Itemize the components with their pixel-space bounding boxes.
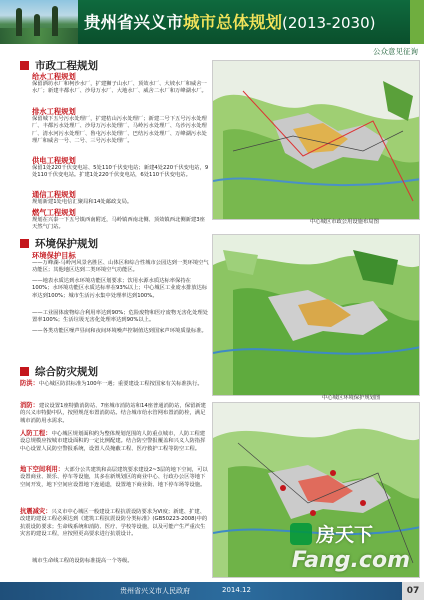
map-environment-graphic [213, 235, 420, 396]
map-environment [212, 234, 420, 396]
text-lifeline: 城市生命线工程的设防标准提高一个等级。 [32, 558, 133, 564]
section-title-municipal [20, 58, 98, 73]
text-underground [20, 466, 210, 489]
heading-env-goals: 环境保护目标 [32, 251, 76, 260]
title-year: (2013-2030) [282, 14, 376, 32]
header-tree-icon [16, 8, 22, 36]
section-title-text: 环境保护规划 [35, 238, 98, 250]
text-flood [20, 380, 210, 388]
heading-flood: 防洪： [20, 380, 39, 387]
section-title-disaster [20, 364, 98, 379]
text-telecom: 规划新建1处电信汇聚局和14处邮政支局。 [32, 199, 133, 205]
heading-telecom: 通信工程规划 [32, 190, 76, 199]
text-underground-body: 大部分公共建筑和高层建筑要求建设2~3层的地下空间，可以设置商业、娱乐、停车等设施，其多在新规划区的商业中心、行政办公区等地下空间开发，地下空间应设置地下连通道，设置地下商业街、地下停车场等设施。 [20, 467, 208, 488]
text-env-waste: ——工业固体废物综合利用率达到90%；危险废物和医疗废物无害化处理处置率100%；生活垃圾无害化处理率达到90%以上。 [32, 310, 208, 324]
map-municipal-facilities [212, 60, 420, 220]
text-flood-body: 中心城区防洪标准为100年一遇；重要建设工程按国家有关标准执行。 [38, 381, 203, 387]
heading-drainage: 排水工程规划 [32, 107, 76, 116]
page-subtitle: 公众意见征询 [373, 47, 418, 56]
section-marker-icon [20, 61, 29, 70]
watermark-en: Fang.com [291, 548, 410, 573]
heading-underground: 地下空间利用： [20, 466, 65, 473]
footer-date: 2014.12 [222, 586, 251, 594]
text-env-water: ——地表水质达到水环境功能区划要求；饮用水源水质达标率保持在100%；水环境功能区水质达标率在93%以上；中心城区工业废水排放达标率达到100%；城市生活污水集中处理率达到100%。 [32, 278, 208, 299]
map-caption-municipal: 中心城区市政公用设施布局图 [310, 219, 379, 225]
heading-power: 供电工程规划 [32, 156, 76, 165]
map-caption-environment: 中心城区环境保护规划图 [322, 395, 381, 401]
text-water-supply: 保留洒坊水厂和柯沙水厂，扩建狮子山水厂、顶效水厂、大坡水厂和威舍一水厂；新建丰都水厂、沙母万水厂、大地水厂、威舍二水厂和万峰湖水厂。 [32, 81, 207, 95]
text-civil-defense-body: 中心城区规划面积约为整体规划范围的人防重点城市，人防工程建设总规模应按城市建设面积的一定比例配建。结合防空警报覆盖和兴义人防指挥中心设置人民防空警报系统，设置人员掩蔽工程、医疗救护工程等防空工程。 [20, 431, 206, 452]
title-plan: 城市总体规划 [183, 13, 282, 32]
title-city: 贵州省兴义市 [84, 13, 183, 32]
heading-water-supply: 给水工程规划 [32, 72, 76, 81]
text-seismic [20, 508, 210, 538]
page-number: 07 [402, 582, 424, 600]
text-power: 保留1处220千伏变电站、5处110千伏变电站；新建4处220千伏变电站，9处110千伏变电站。扩建1处220千伏变电站，6处110千伏变电站。 [32, 165, 209, 179]
watermark-logo [290, 520, 408, 548]
page-title [84, 9, 375, 33]
footer-organization: 贵州省兴义市人民政府 [120, 587, 190, 595]
page-header [0, 0, 424, 44]
watermark-house-icon [290, 523, 312, 545]
heading-seismic: 抗震减灾： [20, 508, 52, 515]
header-accent-stripe [410, 0, 424, 44]
heading-fire: 消防： [20, 402, 39, 409]
section-marker-icon [20, 367, 29, 376]
watermark-cn: 房天下 [316, 524, 374, 546]
text-civil-defense [20, 430, 210, 453]
text-drainage: 保留城下五号污水处理厂，扩建桔山污水处理厂；新建二号下五号污水处理厂、丰都污水处理厂、沙母万污水处理厂、马岭污水处理厂、乌沙污水处理厂、清水河污水处理厂、鲁屯污水处理厂、巴结污水处理厂、万峰湖污水处理厂和威舍一号、二号、三号污水处理厂。 [32, 116, 207, 144]
page-footer [0, 582, 424, 600]
text-env-noise: ——各类功能区噪声昼间和夜间环境噪声控制值达到国家声环境质量标准。 [32, 328, 207, 334]
text-env-air: ——万峰湖-马岭河风景名胜区、山体区和综合性城市公园达到一类环境空气功能区；其他地区达到二类环境空气功能区。 [32, 260, 209, 274]
map-municipal-graphic [213, 61, 420, 220]
text-gas: 规划在兴泰一下五号镇西南附近，马岭镇西南北侧、顶效镇西北侧新建3座天然气门站。 [32, 217, 205, 231]
heading-civil-defense: 人防工程： [20, 430, 52, 437]
header-tree-icon [34, 14, 40, 36]
section-title-text: 综合防灾规划 [35, 366, 98, 378]
header-tree-icon [52, 6, 58, 36]
section-title-text: 市政工程规划 [35, 60, 98, 72]
text-fire [20, 402, 210, 425]
heading-gas: 燃气工程规划 [32, 208, 76, 217]
section-title-environment [20, 236, 98, 251]
section-marker-icon [20, 239, 29, 248]
text-fire-body: 建议设置1座特勤消防站、7座城市消防站和14座普通消防站，保留新建的兴义市特勤中队，按照规范布置消防站。结合城市给水管网布置消防栓，满足城市消防用水需求。 [20, 403, 206, 424]
text-seismic-body: 兴义市中心城区一般建设工程抗震设防要求为VI度；新建、扩建、改建的建设工程必须达到《建筑工程抗震设防分类标准》(GB50223-2008)中的抗震设防要求；生命线系统和消防、医疗、学校等设施，以及可能产生严重次生灾害的建设工程，应按照更高要求进行抗震设计。 [20, 509, 208, 537]
